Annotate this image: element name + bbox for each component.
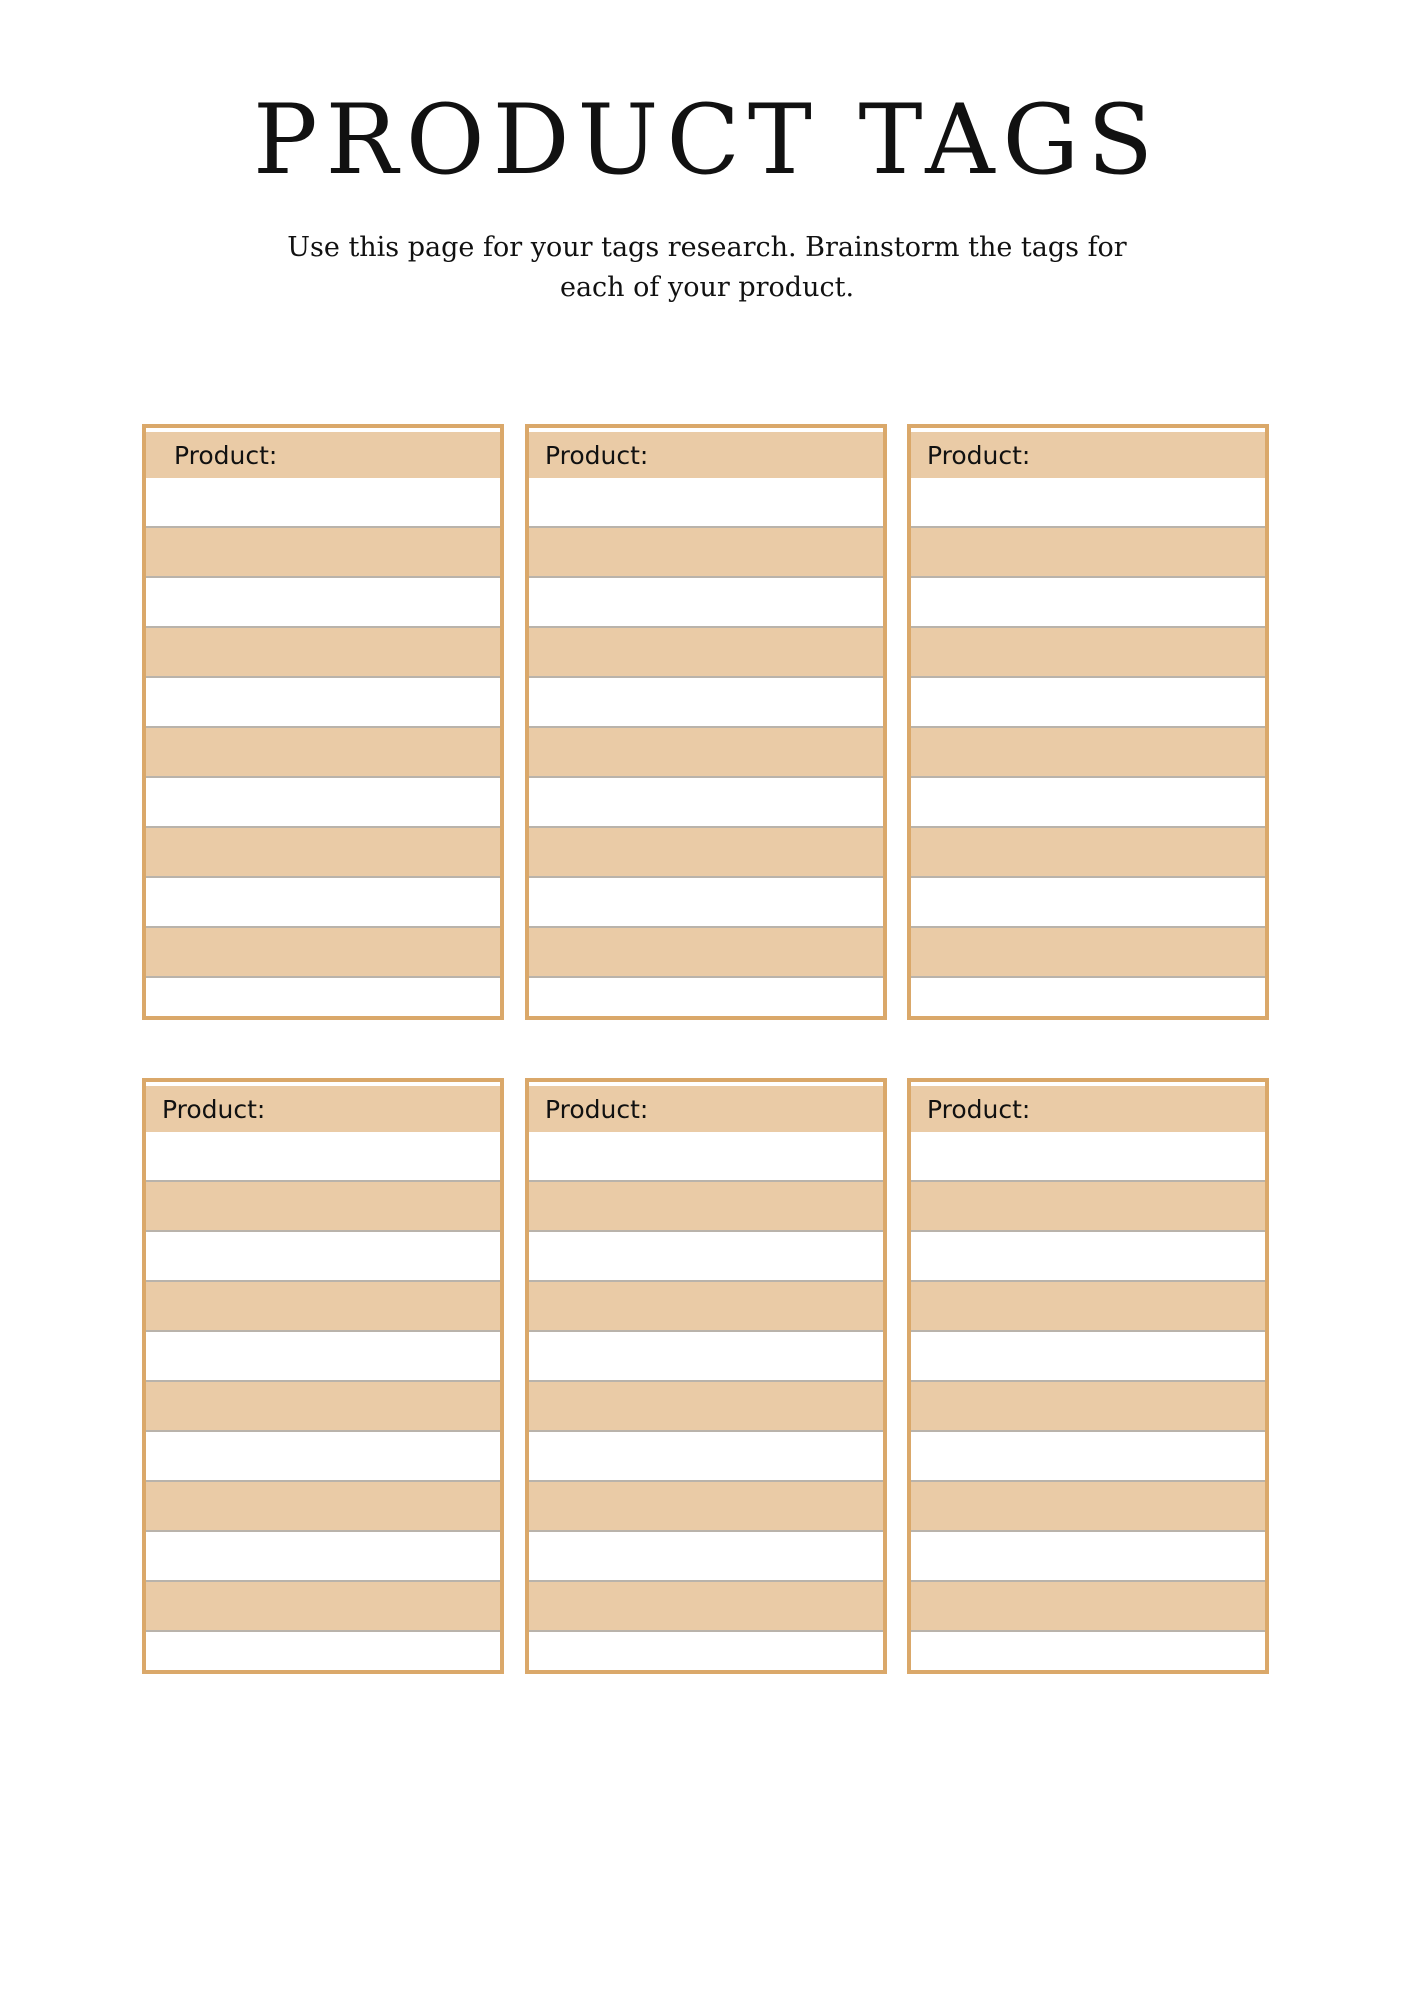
tag-row[interactable] bbox=[146, 678, 500, 728]
tag-row[interactable] bbox=[146, 878, 500, 928]
tag-row[interactable] bbox=[146, 1532, 500, 1582]
tag-row[interactable] bbox=[529, 1132, 883, 1182]
tag-row[interactable] bbox=[911, 1482, 1265, 1532]
tag-row[interactable] bbox=[146, 1132, 500, 1182]
tag-row[interactable] bbox=[146, 578, 500, 628]
tag-row[interactable] bbox=[529, 1482, 883, 1532]
tag-row[interactable] bbox=[146, 1182, 500, 1232]
tag-row[interactable] bbox=[529, 1432, 883, 1482]
tag-row[interactable] bbox=[911, 1432, 1265, 1482]
tag-row[interactable] bbox=[911, 1382, 1265, 1432]
product-label: Product: bbox=[162, 1095, 266, 1124]
card-header[interactable] bbox=[529, 432, 883, 480]
product-tag-card[interactable] bbox=[142, 1078, 504, 1674]
tag-row[interactable] bbox=[529, 1332, 883, 1382]
tag-row[interactable] bbox=[146, 978, 500, 1016]
tag-row[interactable] bbox=[911, 1582, 1265, 1632]
tag-row[interactable] bbox=[529, 978, 883, 1016]
product-label: Product: bbox=[927, 1095, 1031, 1124]
card-header[interactable] bbox=[529, 1086, 883, 1134]
tag-row[interactable] bbox=[529, 1532, 883, 1582]
tag-row[interactable] bbox=[146, 1282, 500, 1332]
tag-row[interactable] bbox=[529, 1632, 883, 1670]
card-header[interactable] bbox=[146, 432, 500, 480]
tag-row[interactable] bbox=[911, 678, 1265, 728]
tag-row[interactable] bbox=[146, 628, 500, 678]
tag-row[interactable] bbox=[529, 928, 883, 978]
product-tag-card[interactable] bbox=[142, 424, 504, 1020]
tag-row[interactable] bbox=[529, 1182, 883, 1232]
tag-row[interactable] bbox=[911, 728, 1265, 778]
tag-row[interactable] bbox=[529, 628, 883, 678]
tag-row[interactable] bbox=[146, 1382, 500, 1432]
tag-row[interactable] bbox=[911, 1632, 1265, 1670]
tag-row[interactable] bbox=[146, 1582, 500, 1632]
tag-row[interactable] bbox=[529, 728, 883, 778]
tag-row[interactable] bbox=[911, 528, 1265, 578]
tag-row[interactable] bbox=[146, 1332, 500, 1382]
tag-row[interactable] bbox=[529, 678, 883, 728]
tag-row[interactable] bbox=[911, 778, 1265, 828]
tag-row[interactable] bbox=[911, 1132, 1265, 1182]
tag-row[interactable] bbox=[911, 628, 1265, 678]
tag-row[interactable] bbox=[529, 1382, 883, 1432]
tag-row[interactable] bbox=[146, 1482, 500, 1532]
tag-row[interactable] bbox=[146, 1432, 500, 1482]
tag-row[interactable] bbox=[911, 1532, 1265, 1582]
tag-row[interactable] bbox=[911, 978, 1265, 1016]
product-label: Product: bbox=[545, 1095, 649, 1124]
product-label: Product: bbox=[545, 441, 649, 470]
tag-row[interactable] bbox=[911, 928, 1265, 978]
card-header[interactable] bbox=[911, 432, 1265, 480]
page-subtitle: Use this page for your tags research. Brainstorm the tags for each of your product. bbox=[287, 232, 1127, 303]
product-label: Product: bbox=[174, 441, 278, 470]
tag-row[interactable] bbox=[911, 878, 1265, 928]
tag-row[interactable] bbox=[146, 528, 500, 578]
tag-row[interactable] bbox=[529, 578, 883, 628]
tag-row[interactable] bbox=[911, 1282, 1265, 1332]
tag-row[interactable] bbox=[911, 478, 1265, 528]
tag-row[interactable] bbox=[911, 1232, 1265, 1282]
tag-row[interactable] bbox=[146, 478, 500, 528]
product-label: Product: bbox=[927, 441, 1031, 470]
page-title: PRODUCT TAGS bbox=[252, 84, 1161, 196]
tag-row[interactable] bbox=[146, 1232, 500, 1282]
card-header[interactable] bbox=[911, 1086, 1265, 1134]
card-header[interactable] bbox=[146, 1086, 500, 1134]
tag-row[interactable] bbox=[911, 578, 1265, 628]
tag-row[interactable] bbox=[529, 478, 883, 528]
product-tag-card[interactable] bbox=[907, 424, 1269, 1020]
product-tag-card[interactable] bbox=[525, 424, 887, 1020]
product-tag-card[interactable] bbox=[907, 1078, 1269, 1674]
tag-row[interactable] bbox=[529, 1232, 883, 1282]
tag-row[interactable] bbox=[529, 1282, 883, 1332]
tag-row[interactable] bbox=[529, 778, 883, 828]
tag-row[interactable] bbox=[146, 778, 500, 828]
tag-row[interactable] bbox=[529, 528, 883, 578]
tag-row[interactable] bbox=[146, 828, 500, 878]
product-tag-card[interactable] bbox=[525, 1078, 887, 1674]
tag-row[interactable] bbox=[911, 1182, 1265, 1232]
tag-row[interactable] bbox=[911, 1332, 1265, 1382]
tag-row[interactable] bbox=[146, 728, 500, 778]
tag-row[interactable] bbox=[911, 828, 1265, 878]
tag-row[interactable] bbox=[146, 928, 500, 978]
tag-row[interactable] bbox=[146, 1632, 500, 1670]
tag-row[interactable] bbox=[529, 1582, 883, 1632]
tag-row[interactable] bbox=[529, 878, 883, 928]
tag-row[interactable] bbox=[529, 828, 883, 878]
